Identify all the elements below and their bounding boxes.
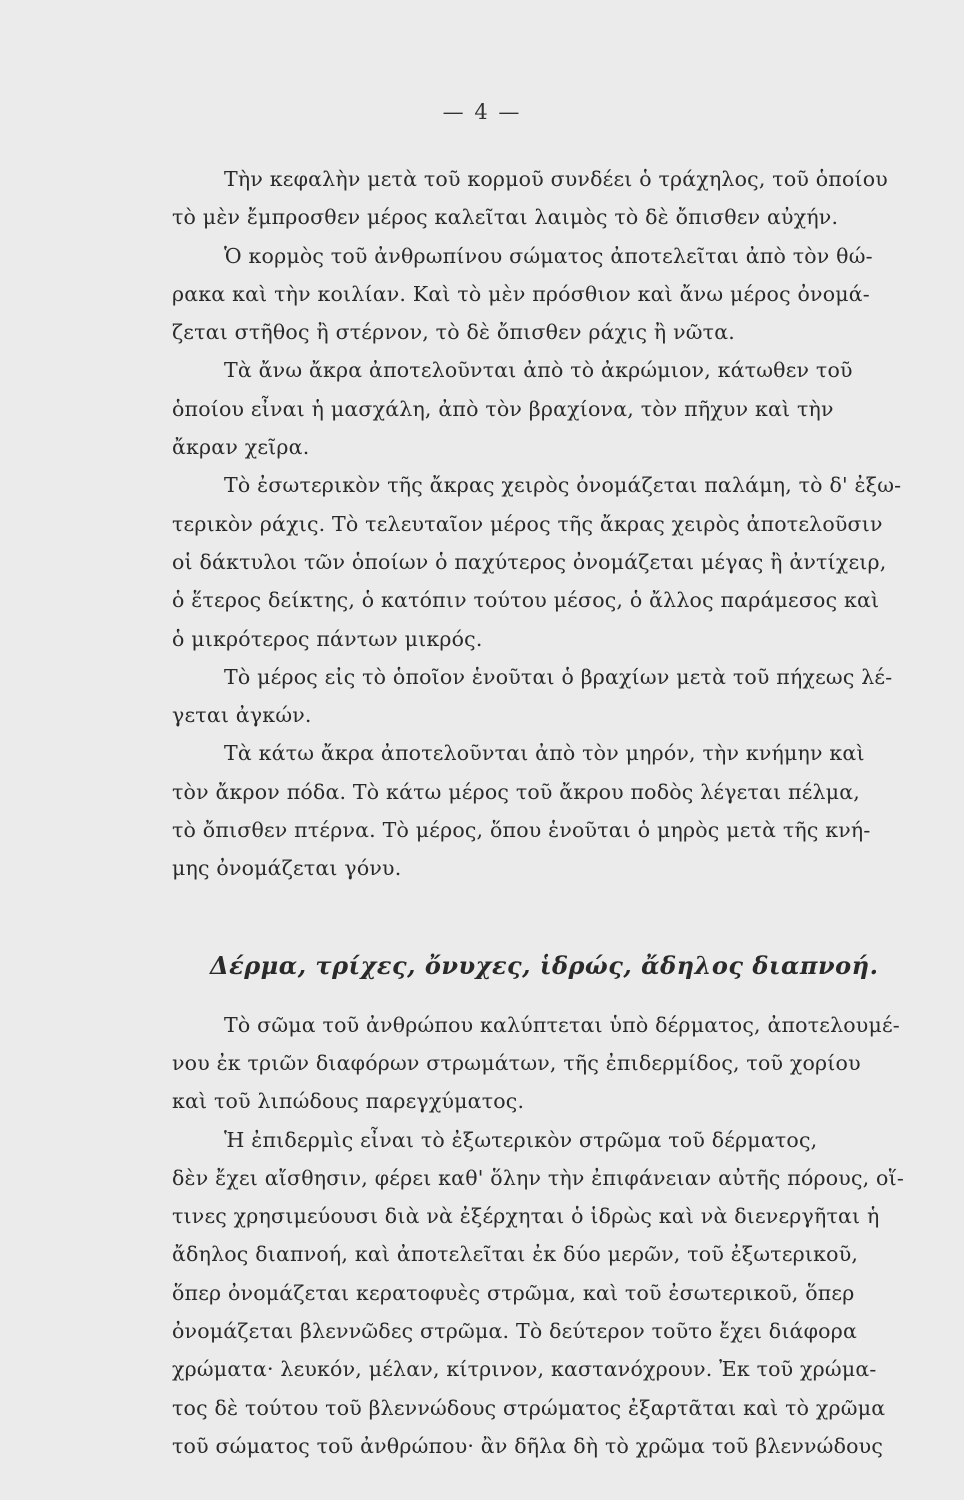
section-heading: Δέρμα, τρίχες, ὄνυχες, ἱδρώς, ἄδηλος διαπνοή. bbox=[210, 950, 879, 980]
text-line: δὲν ἔχει αἴσθησιν, φέρει καθ' ὅλην τὴν ἐπιφάνειαν αὐτῆς πόρους, οἵ- bbox=[172, 1165, 904, 1190]
text-line: ἄδηλος διαπνοή, καὶ ἀποτελεῖται ἐκ δύο μερῶν, τοῦ ἐξωτερικοῦ, bbox=[172, 1242, 859, 1267]
text-line: ὁποίου εἶναι ἡ μασχάλη, ἀπὸ τὸν βραχίονα, τὸν πῆχυν καὶ τὴν bbox=[172, 396, 834, 421]
text-line: ρακα καὶ τὴν κοιλίαν. Καὶ τὸ μὲν πρόσθιον καὶ ἄνω μέρος ὀνομά- bbox=[172, 281, 870, 306]
paragraph-skin bbox=[172, 1006, 920, 1466]
text-line: νου ἐκ τριῶν διαφόρων στρωμάτων, τῆς ἐπιδερμίδος, τοῦ χορίου bbox=[172, 1050, 861, 1075]
text-line: Ὁ κορμὸς τοῦ ἀνθρωπίνου σώματος ἀποτελεῖται ἀπὸ τὸν θώ- bbox=[224, 243, 873, 268]
paragraph-anatomy-body-parts bbox=[172, 160, 920, 888]
text-line: τὸ ὄπισθεν πτέρνα. Τὸ μέρος, ὅπου ἑνοῦται ὁ μηρὸς μετὰ τῆς κνή- bbox=[172, 818, 871, 843]
text-line: Τὸ ἐσωτερικὸν τῆς ἄκρας χειρὸς ὀνομάζεται παλάμη, τὸ δ' ἐξω- bbox=[224, 473, 902, 498]
text-line: μης ὀνομάζεται γόνυ. bbox=[172, 856, 402, 881]
text-line: καὶ τοῦ λιπώδους παρεγχύματος. bbox=[172, 1089, 525, 1114]
text-line: ἄκραν χεῖρα. bbox=[172, 435, 310, 460]
text-line: τινες χρησιμεύουσι διὰ νὰ ἐξέρχηται ὁ ἱδρὼς καὶ νὰ διενεργῆται ἡ bbox=[172, 1204, 880, 1229]
text-line: Τὸ μέρος εἰς τὸ ὁποῖον ἑνοῦται ὁ βραχίων μετὰ τοῦ πήχεως λέ- bbox=[224, 664, 893, 689]
text-line: τοῦ σώματος τοῦ ἀνθρώπου· ἂν δῆλα δὴ τὸ χρῶμα τοῦ βλεννώδους bbox=[172, 1433, 884, 1458]
text-line: τος δὲ τούτου τοῦ βλεννώδους στρώματος ἐξαρτᾶται καὶ τὸ χρῶμα bbox=[172, 1395, 886, 1420]
text-line: ὁ μικρότερος πάντων μικρός. bbox=[172, 626, 483, 651]
text-line: οἱ δάκτυλοι τῶν ὁποίων ὁ παχύτερος ὀνομάζεται μέγας ἢ ἀντίχειρ, bbox=[172, 549, 887, 574]
text-line: χρώματα· λευκόν, μέλαν, κίτρινον, καστανόχρουν. Ἐκ τοῦ χρώμα- bbox=[172, 1357, 877, 1382]
text-line: Τὰ ἄνω ἄκρα ἀποτελοῦνται ἀπὸ τὸ ἀκρώμιον, κάτωθεν τοῦ bbox=[224, 358, 853, 383]
page-body bbox=[172, 160, 920, 1465]
page-number: — 4 — bbox=[442, 100, 522, 124]
text-line: Τὰ κάτω ἄκρα ἀποτελοῦνται ἀπὸ τὸν μηρόν, τὴν κνήμην καὶ bbox=[224, 741, 865, 766]
text-line: τὸν ἄκρον πόδα. Τὸ κάτω μέρος τοῦ ἄκρου ποδὸς λέγεται πέλμα, bbox=[172, 779, 860, 804]
text-line: τὸ μὲν ἔμπροσθεν μέρος καλεῖται λαιμὸς τὸ δὲ ὄπισθεν αὐχήν. bbox=[172, 205, 839, 230]
text-line: ὀνομάζεται βλεννῶδες στρῶμα. Τὸ δεύτερον τοῦτο ἔχει διάφορα bbox=[172, 1319, 857, 1344]
text-line: Τὸ σῶμα τοῦ ἀνθρώπου καλύπτεται ὑπὸ δέρματος, ἀποτελουμέ- bbox=[224, 1012, 900, 1037]
text-line: γεται ἀγκών. bbox=[172, 703, 312, 728]
text-line: ὅπερ ὀνομάζεται κερατοφυὲς στρῶμα, καὶ τοῦ ἐσωτερικοῦ, ὅπερ bbox=[172, 1280, 855, 1305]
text-line: ὁ ἕτερος δείκτης, ὁ κατόπιν τούτου μέσος, ὁ ἄλλος παράμεσος καὶ bbox=[172, 588, 880, 613]
text-line: Τὴν κεφαλὴν μετὰ τοῦ κορμοῦ συνδέει ὁ τράχηλος, τοῦ ὁποίου bbox=[224, 167, 888, 191]
text-line: ζεται στῆθος ἢ στέρνον, τὸ δὲ ὄπισθεν ράχις ἢ νῶτα. bbox=[172, 320, 735, 345]
text-line: Ἡ ἐπιδερμὶς εἶναι τὸ ἐξωτερικὸν στρῶμα τοῦ δέρματος, bbox=[224, 1127, 818, 1152]
text-line: τερικὸν ράχις. Τὸ τελευταῖον μέρος τῆς ἄκρας χειρὸς ἀποτελοῦσιν bbox=[172, 511, 883, 536]
